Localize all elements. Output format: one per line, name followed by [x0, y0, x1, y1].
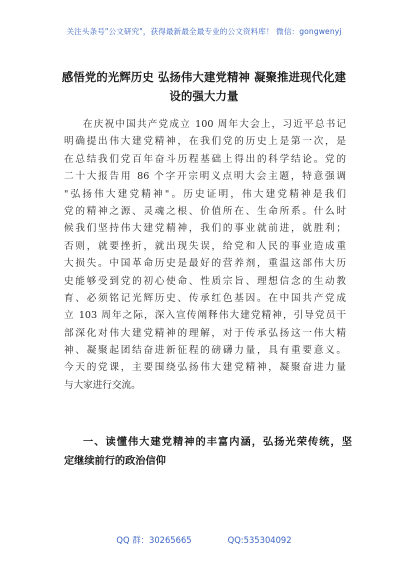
- header-promo-note: 关注头条号"公文研究"，获得最新最全最专业的公文资料库！ 微信：gongwenyj: [66, 27, 342, 36]
- footer-contact: [0, 534, 408, 546]
- body-line: 大损失。中国革命历史是最好的营养剂，重温这部伟大历: [64, 258, 346, 270]
- section-heading: [64, 433, 352, 471]
- body-paragraph: [64, 116, 346, 394]
- body-line: 今天的党课，主要围绕弘扬伟大建党精神，凝聚奋进力量: [64, 362, 346, 374]
- section-heading-line: 一、读懂伟大建党精神的丰富内涵，弘扬光荣传统，坚: [83, 436, 352, 448]
- body-line: 否则，就要挫折，就出现失误，给党和人民的事业造成重: [64, 240, 346, 252]
- body-line: 部深化对伟大建党精神的理解，对于传承弘扬这一伟大精: [64, 327, 346, 339]
- body-line: 党的精神之源、灵魂之根、价值所在、生命所系。什么时: [64, 205, 346, 217]
- body-line: "弘扬伟大建党精神"。历史证明，伟大建党精神是我们: [64, 188, 346, 200]
- body-line: 育、必须铭记光辉历史、传承红色基因。在中国共产党成: [64, 292, 346, 304]
- document-title-line: 设的强大力量: [169, 89, 239, 103]
- body-line: 候我们坚持伟大建党精神，我们的事业就前进，就胜利；: [64, 223, 346, 235]
- body-line: 史能够受到党的初心使命、性质宗旨、理想信念的生动教: [64, 275, 346, 287]
- document-title-line: 感悟党的光辉历史 弘扬伟大建党精神 凝聚推进现代化建: [61, 70, 347, 84]
- qq-group-text: QQ 群：30265665: [116, 535, 192, 545]
- body-line: 神、凝聚起团结奋进新征程的磅礴力量，具有重要意义。: [64, 345, 346, 357]
- body-line: 在总结我们党百年奋斗历程基础上得出的科学结论。党的: [64, 153, 346, 165]
- body-line: 立 103 周年之际，深入宣传阐释伟大建党精神，引导党员干: [64, 310, 346, 322]
- body-line: 明确提出伟大建党精神，在我们党的历史上是第一次，是: [64, 136, 346, 148]
- body-line: 与大家进行交流。: [64, 379, 141, 391]
- document-title: [56, 68, 352, 106]
- qq-number-text: QQ:535304092: [227, 535, 292, 545]
- section-heading-line: 定继续前行的政治信仰: [64, 455, 166, 467]
- body-line: 二十大报告用 86 个字开宗明义点明大会主题，特意强调: [64, 171, 346, 183]
- body-line: 在庆祝中国共产党成立 100 周年大会上，习近平总书记: [83, 119, 346, 130]
